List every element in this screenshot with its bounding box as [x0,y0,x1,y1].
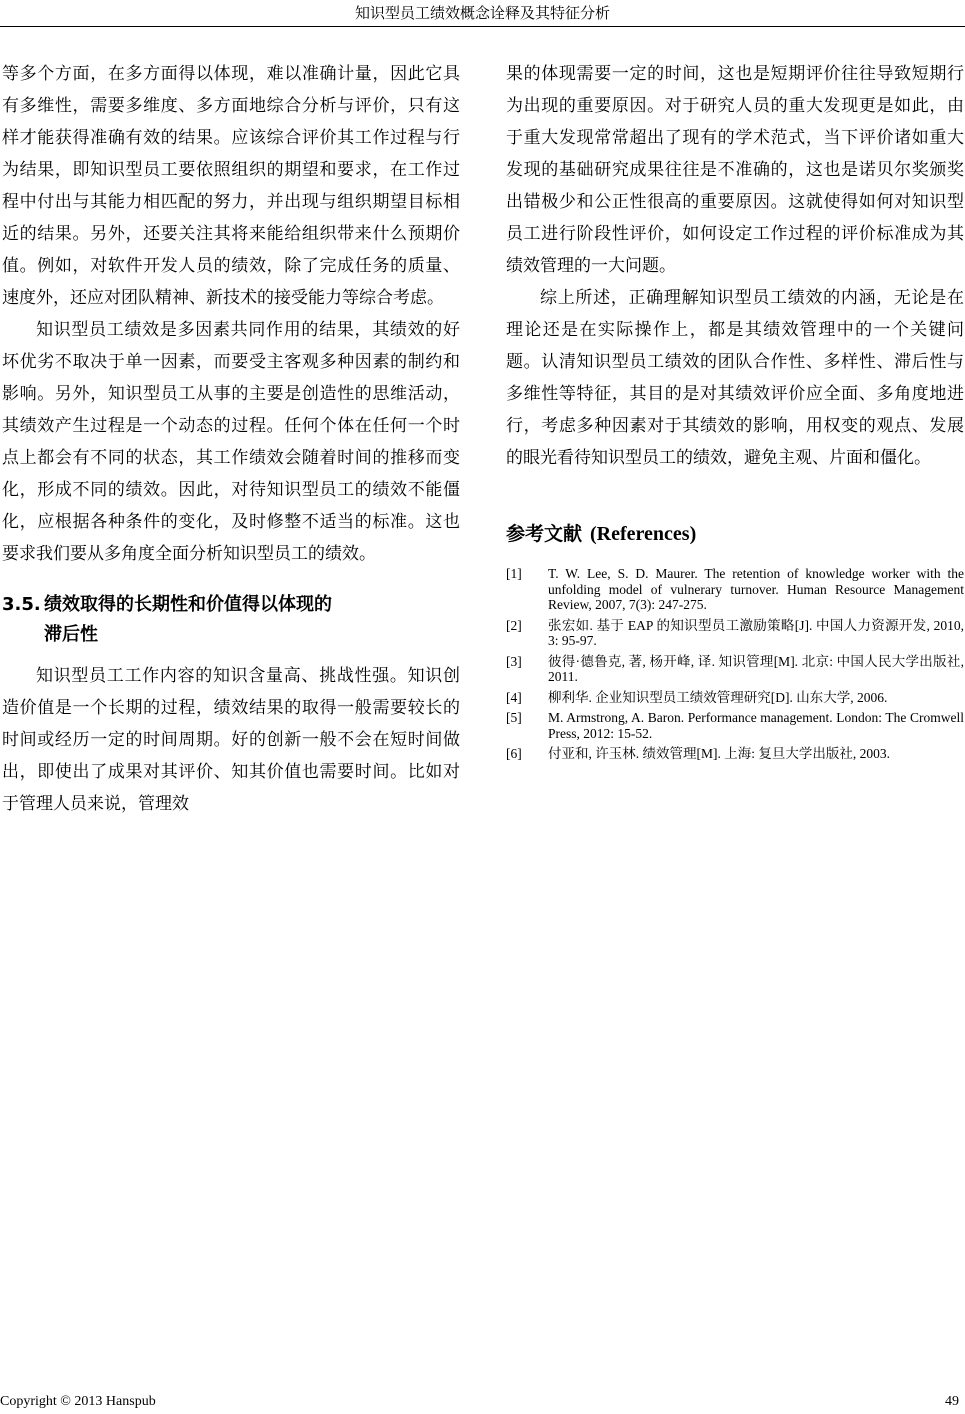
section-heading [2,590,460,650]
reference-text: M. Armstrong, A. Baron. Performance management. London: The Cromwell Press, 2012: 15-52. [548,710,964,741]
reference-text: 张宏如. 基于 EAP 的知识型员工激励策略[J]. 中国人力资源开发, 2010, 3: 95-97. [548,617,964,648]
reference-item [506,690,964,706]
left-column [2,58,460,820]
footer-copyright: Copyright © 2013 Hanspub [0,1394,156,1409]
section-title-line2: 滞后性 [44,624,98,645]
reference-text: 付亚和, 许玉林. 绩效管理[M]. 上海: 复旦大学出版社, 2003. [548,746,890,761]
reference-number: [5] [506,710,522,725]
body-paragraph: 知识型员工工作内容的知识含量高、挑战性强。知识创造价值是一个长期的过程，绩效结果的取得一般需要较长的时间或经历一定的时间周期。好的创新一般不会在短时间做出，即使出了成果对其评价、知其价值也需要时间。比如对于管理人员来说，管理效 [2,666,460,814]
reference-item [506,654,964,685]
body-paragraph: 知识型员工绩效是多因素共同作用的结果，其绩效的好坏优劣不取决于单一因素，而要受主客观多种因素的制约和影响。另外，知识型员工从事的主要是创造性的思维活动，其绩效产生过程是一个动态的过程。任何个体在任何一个时点上都会有不同的状态，其工作绩效会随着时间的推移而变化，形成不同的绩效。因此，对待知识型员工的绩效不能僵化，应根据各种条件的变化，及时修整不适当的标准。这也要求我们要从多角度全面分析知识型员工的绩效。 [2,320,460,564]
page-number: 49 [945,1394,959,1409]
reference-number: [1] [506,566,522,581]
reference-list [506,566,964,762]
reference-number: [6] [506,746,522,761]
reference-number: [2] [506,617,522,633]
right-column [506,58,964,767]
reference-item [506,746,964,762]
references-heading [506,520,964,548]
references-heading-en: (References) [590,523,697,545]
body-paragraph: 果的体现需要一定的时间，这也是短期评价往往导致短期行为出现的重要原因。对于研究人员的重大发现更是如此，由于重大发现常常超出了现有的学术范式，当下评价诸如重大发现的基础研究成果往往是不准确的，这也是诺贝尔奖颁奖出错极少和公正性很高的重要原因。这就使得如何对知识型员工进行阶段性评价，如何设定工作过程的评价标准成为其绩效管理的一大问题。 [506,64,964,276]
reference-text: T. W. Lee, S. D. Maurer. The retention of knowledge worker with the unfolding model of vulnerary turnover. Human Resource Management Review, 2007, 7(3): 247-275. [548,566,964,612]
section-number: 3.5. [2,594,41,615]
header-divider [0,26,965,27]
reference-number: [4] [506,689,522,705]
reference-text: 柳利华. 企业知识型员工绩效管理研究[D]. 山东大学, 2006. [548,689,888,705]
body-paragraph: 综上所述，正确理解知识型员工绩效的内涵，无论是在理论还是在实际操作上，都是其绩效管理中的一个关键问题。认清知识型员工绩效的团队合作性、多样性、滞后性与多维性等特征，其目的是对其绩效评价应全面、多角度地进行，考虑多种因素对于其绩效的影响，用权变的观点、发展的眼光看待知识型员工的绩效，避免主观、片面和僵化。 [506,288,964,468]
reference-item [506,710,964,741]
reference-item [506,618,964,649]
reference-number: [3] [506,653,522,669]
reference-item [506,566,964,613]
section-title-line1: 绩效取得的长期性和价值得以体现的 [44,594,332,615]
references-heading-cn: 参考文献 [506,523,583,545]
reference-text: 彼得·德鲁克, 著, 杨开峰, 译. 知识管理[M]. 北京: 中国人民大学出版社, 2011. [548,653,964,684]
running-header: 知识型员工绩效概念诠释及其特征分析 [354,4,610,22]
body-paragraph: 等多个方面，在多方面得以体现，难以准确计量，因此它具有多维性，需要多维度、多方面地综合分析与评价，只有这样才能获得准确有效的结果。应该综合评价其工作过程与行为结果，即知识型员工要依照组织的期望和要求，在工作过程中付出与其能力相匹配的努力，并出现与组织期望目标相近的结果。另外，还要关注其将来能给组织带来什么预期价值。例如，对软件开发人员的绩效，除了完成任务的质量、速度外，还应对团队精神、新技术的接受能力等综合考虑。 [2,64,460,308]
